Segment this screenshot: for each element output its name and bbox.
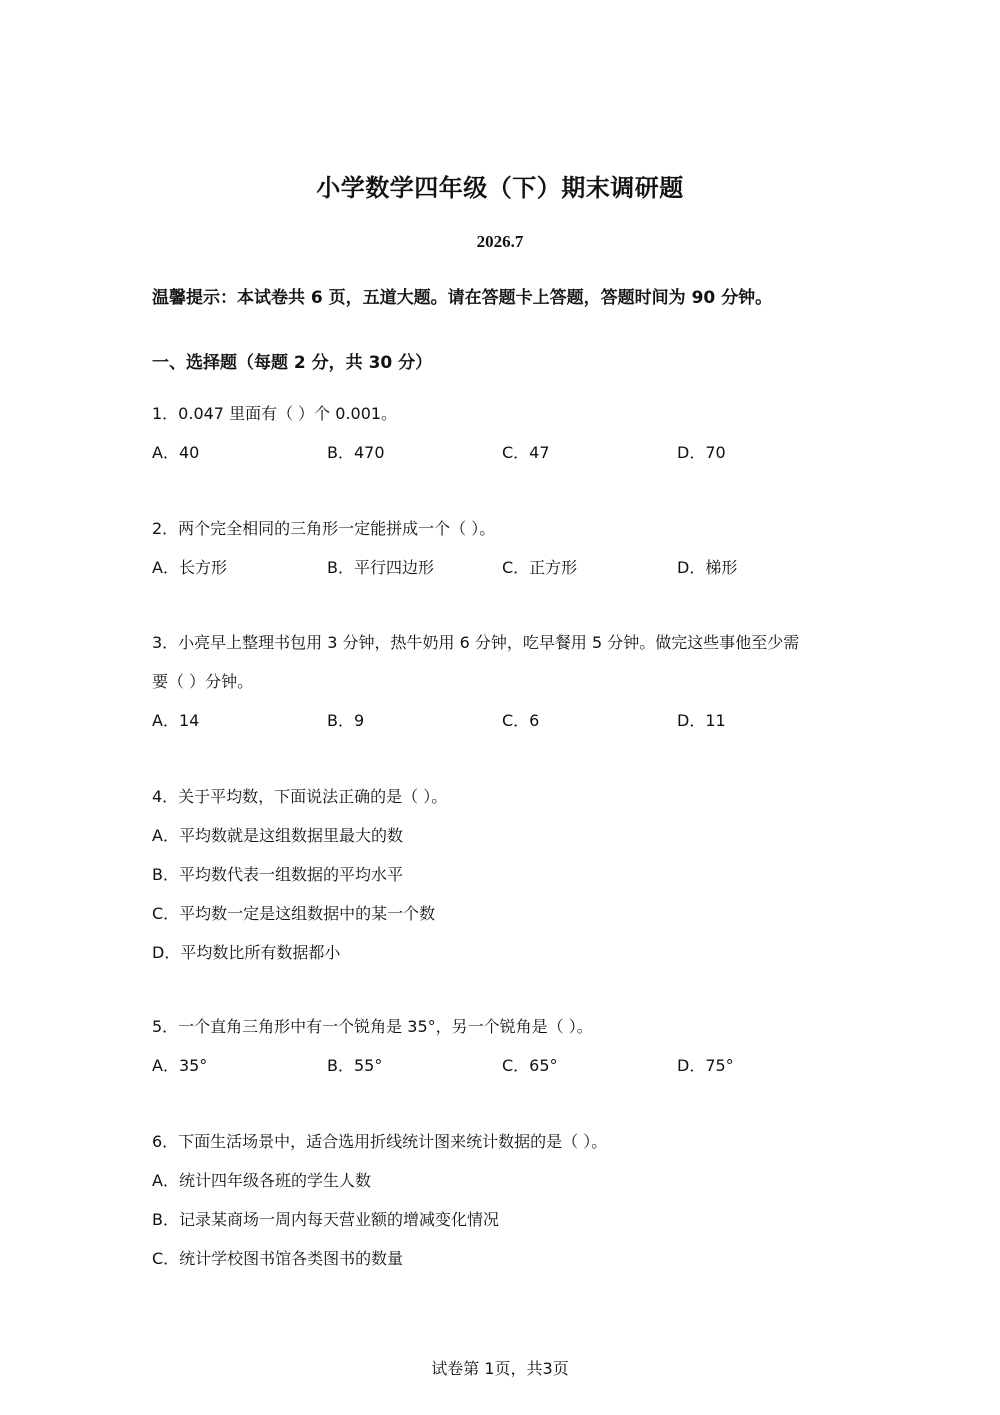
question-text-continued: 要（ ）分钟。 — [152, 672, 254, 691]
option-b: B．记录某商场一周内每天营业额的增减变化情况 — [152, 1210, 499, 1229]
options-row — [152, 441, 852, 480]
option-b: B．55° — [327, 1056, 383, 1075]
page-footer: 试卷第 1页，共3页 — [431, 1359, 569, 1378]
option-a: A．40 — [152, 443, 200, 462]
question-5 — [152, 1015, 852, 1093]
question-text: 3．小亮早上整理书包用 3 分钟，热牛奶用 6 分钟，吃早餐用 5 分钟。做完这些事他至少需 — [152, 633, 800, 652]
option-d: D．11 — [677, 711, 726, 730]
option-c: C．6 — [502, 711, 540, 730]
options-row — [152, 1054, 852, 1093]
option-a: A．35° — [152, 1056, 208, 1075]
option-d: D．平均数比所有数据都小 — [152, 943, 341, 962]
question-2 — [152, 517, 852, 595]
question-text: 4．关于平均数，下面说法正确的是（ ）。 — [152, 787, 448, 806]
options-row — [152, 709, 852, 748]
question-text: 2．两个完全相同的三角形一定能拼成一个（ ）。 — [152, 519, 496, 538]
question-1 — [152, 402, 852, 480]
option-a: A．平均数就是这组数据里最大的数 — [152, 826, 403, 845]
option-d: D．梯形 — [677, 558, 738, 577]
option-c: C．平均数一定是这组数据中的某一个数 — [152, 904, 436, 923]
exam-notice: 温馨提示：本试卷共 6 页，五道大题。请在答题卡上答题，答题时间为 90 分钟。 — [152, 288, 773, 308]
option-b: B．平行四边形 — [327, 558, 434, 577]
question-6 — [152, 1130, 852, 1286]
option-d: D．75° — [677, 1056, 734, 1075]
question-3 — [152, 631, 852, 748]
exam-title: 小学数学四年级（下）期末调研题 — [316, 174, 684, 202]
option-a: A．长方形 — [152, 558, 227, 577]
section-title: 一、选择题（每题 2 分，共 30 分） — [152, 353, 433, 373]
question-text: 1．0.047 里面有（ ）个 0.001。 — [152, 404, 398, 423]
option-b: B．470 — [327, 443, 385, 462]
options-row — [152, 556, 852, 595]
option-a: A．统计四年级各班的学生人数 — [152, 1171, 371, 1190]
option-c: C．统计学校图书馆各类图书的数量 — [152, 1249, 404, 1268]
question-text: 6．下面生活场景中，适合选用折线统计图来统计数据的是（ ）。 — [152, 1132, 608, 1151]
option-d: D．70 — [677, 443, 726, 462]
question-text: 5．一个直角三角形中有一个锐角是 35°，另一个锐角是（ ）。 — [152, 1017, 593, 1036]
option-b: B．平均数代表一组数据的平均水平 — [152, 865, 403, 884]
option-a: A．14 — [152, 711, 200, 730]
option-b: B．9 — [327, 711, 365, 730]
question-4 — [152, 785, 852, 980]
exam-date: 2026.7 — [476, 232, 524, 251]
option-c: C．正方形 — [502, 558, 578, 577]
option-c: C．47 — [502, 443, 550, 462]
option-c: C．65° — [502, 1056, 558, 1075]
